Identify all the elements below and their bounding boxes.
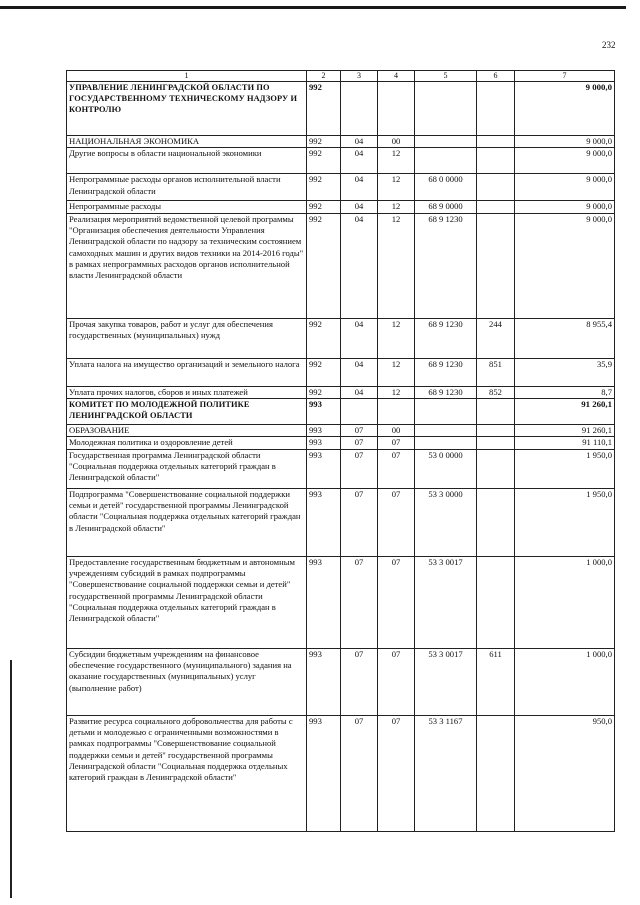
table-row	[67, 386, 615, 398]
header-cell: 5	[415, 71, 477, 82]
row-value-cell: 9 000,0	[515, 201, 615, 213]
row-value-cell	[477, 148, 515, 174]
row-name-cell: Реализация мероприятий ведомственной целевой программы "Организация обеспечения деятельности Управления Ленинградской области по надзору за техническим состоянием самоходных машин и других видов техники на 2014-2016 годы" в рамках непрограммных расходов органов исполнительной власти Ленинградской области	[67, 213, 307, 318]
header-cell: 4	[378, 71, 415, 82]
row-value-cell: 993	[307, 449, 341, 488]
row-name-cell: Уплата прочих налогов, сборов и иных платежей	[67, 386, 307, 398]
row-name-cell: Развитие ресурса социального добровольчества для работы с детьми и молодежью с ограниченными возможностями в рамках подпрограммы "Совершенствование социальной поддержки семьи и детей" государственной программы Ленинградской области "Социальная поддержка отдельных категорий граждан в Ленинградской области"	[67, 715, 307, 831]
row-name-cell: Предоставление государственным бюджетным и автономным учреждениям субсидий в рамках подпрограммы "Совершенствование социальной поддержки семьи и детей" государственной программы Ленинградской области "Социальная поддержка отдельных категорий граждан в Ленинградской области"	[67, 556, 307, 648]
row-value-cell: 9 000,0	[515, 82, 615, 136]
row-value-cell: 1 000,0	[515, 556, 615, 648]
row-name-cell: КОМИТЕТ ПО МОЛОДЕЖНОЙ ПОЛИТИКЕ ЛЕНИНГРАДСКОЙ ОБЛАСТИ	[67, 399, 307, 425]
row-name-cell: ОБРАЗОВАНИЕ	[67, 425, 307, 437]
row-value-cell: 992	[307, 201, 341, 213]
row-value-cell: 993	[307, 488, 341, 556]
row-value-cell: 07	[341, 715, 378, 831]
row-value-cell: 993	[307, 556, 341, 648]
row-value-cell: 993	[307, 399, 341, 425]
row-value-cell: 07	[378, 556, 415, 648]
row-value-cell	[415, 82, 477, 136]
row-value-cell	[477, 399, 515, 425]
header-cell: 2	[307, 71, 341, 82]
row-value-cell	[415, 148, 477, 174]
table-row	[67, 437, 615, 449]
margin-mark	[10, 660, 12, 898]
row-value-cell: 68 9 0000	[415, 201, 477, 213]
row-value-cell: 9 000,0	[515, 136, 615, 148]
header-cell: 1	[67, 71, 307, 82]
row-value-cell: 04	[341, 213, 378, 318]
row-value-cell	[477, 213, 515, 318]
row-value-cell	[477, 488, 515, 556]
row-value-cell: 07	[378, 648, 415, 715]
table-row	[67, 556, 615, 648]
table-row	[67, 399, 615, 425]
row-value-cell: 91 260,1	[515, 425, 615, 437]
row-name-cell: УПРАВЛЕНИЕ ЛЕНИНГРАДСКОЙ ОБЛАСТИ ПО ГОСУДАРСТВЕННОМУ ТЕХНИЧЕСКОМУ НАДЗОРУ И КОНТРОЛЮ	[67, 82, 307, 136]
row-value-cell: 07	[341, 556, 378, 648]
row-name-cell: НАЦИОНАЛЬНАЯ ЭКОНОМИКА	[67, 136, 307, 148]
row-value-cell: 852	[477, 386, 515, 398]
table-row	[67, 358, 615, 386]
row-value-cell: 8 955,4	[515, 318, 615, 358]
table-row	[67, 82, 615, 136]
top-border-line	[0, 6, 626, 9]
row-value-cell	[341, 82, 378, 136]
row-name-cell: Молодежная политика и оздоровление детей	[67, 437, 307, 449]
header-cell: 7	[515, 71, 615, 82]
row-value-cell: 9 000,0	[515, 148, 615, 174]
row-value-cell	[477, 425, 515, 437]
table-row	[67, 136, 615, 148]
row-value-cell: 35,9	[515, 358, 615, 386]
row-value-cell: 04	[341, 136, 378, 148]
row-value-cell: 992	[307, 358, 341, 386]
table-row	[67, 425, 615, 437]
row-value-cell: 07	[341, 648, 378, 715]
row-value-cell: 993	[307, 715, 341, 831]
row-value-cell: 993	[307, 648, 341, 715]
row-value-cell: 04	[341, 148, 378, 174]
row-value-cell	[477, 715, 515, 831]
row-value-cell: 68 9 1230	[415, 358, 477, 386]
row-value-cell	[477, 136, 515, 148]
row-value-cell	[477, 556, 515, 648]
budget-table	[66, 70, 615, 832]
row-value-cell	[415, 399, 477, 425]
table-row	[67, 488, 615, 556]
row-value-cell	[477, 174, 515, 201]
table-body	[67, 71, 615, 832]
table-row	[67, 648, 615, 715]
row-value-cell: 07	[378, 449, 415, 488]
row-value-cell	[477, 201, 515, 213]
row-value-cell: 992	[307, 82, 341, 136]
row-value-cell: 07	[341, 425, 378, 437]
table-row	[67, 318, 615, 358]
row-value-cell: 1 950,0	[515, 449, 615, 488]
row-value-cell	[477, 449, 515, 488]
table-row	[67, 715, 615, 831]
row-value-cell: 12	[378, 358, 415, 386]
row-name-cell: Уплата налога на имущество организаций и земельного налога	[67, 358, 307, 386]
row-value-cell: 992	[307, 386, 341, 398]
row-value-cell: 611	[477, 648, 515, 715]
row-value-cell: 91 260,1	[515, 399, 615, 425]
row-value-cell: 53 3 0000	[415, 488, 477, 556]
row-value-cell: 244	[477, 318, 515, 358]
row-name-cell: Государственная программа Ленинградской области "Социальная поддержка отдельных категорий граждан в Ленинградской области"	[67, 449, 307, 488]
row-value-cell: 851	[477, 358, 515, 386]
table-row	[67, 148, 615, 174]
row-value-cell: 04	[341, 201, 378, 213]
row-value-cell: 04	[341, 358, 378, 386]
table-row	[67, 449, 615, 488]
row-value-cell: 07	[341, 437, 378, 449]
row-value-cell	[415, 437, 477, 449]
row-value-cell: 00	[378, 136, 415, 148]
row-name-cell: Непрограммные расходы органов исполнительной власти Ленинградской области	[67, 174, 307, 201]
row-name-cell: Субсидии бюджетным учреждениям на финансовое обеспечение государственного (муниципального) задания на оказание государственных (муниципальных) услуг (выполнение работ)	[67, 648, 307, 715]
row-value-cell: 992	[307, 136, 341, 148]
row-value-cell: 993	[307, 437, 341, 449]
row-value-cell: 68 9 1230	[415, 318, 477, 358]
row-value-cell: 950,0	[515, 715, 615, 831]
row-value-cell: 53 3 0017	[415, 556, 477, 648]
row-value-cell: 07	[378, 715, 415, 831]
row-value-cell: 07	[341, 488, 378, 556]
row-value-cell: 992	[307, 148, 341, 174]
row-value-cell: 68 0 0000	[415, 174, 477, 201]
row-value-cell: 07	[341, 449, 378, 488]
row-value-cell: 992	[307, 318, 341, 358]
row-value-cell: 68 9 1230	[415, 386, 477, 398]
row-value-cell: 1 000,0	[515, 648, 615, 715]
row-value-cell: 992	[307, 213, 341, 318]
row-value-cell: 00	[378, 425, 415, 437]
row-value-cell: 9 000,0	[515, 174, 615, 201]
row-value-cell: 07	[378, 488, 415, 556]
table-row	[67, 201, 615, 213]
row-name-cell: Другие вопросы в области национальной экономики	[67, 148, 307, 174]
row-value-cell	[415, 425, 477, 437]
header-cell: 3	[341, 71, 378, 82]
row-value-cell	[415, 136, 477, 148]
row-value-cell: 68 9 1230	[415, 213, 477, 318]
row-value-cell: 91 110,1	[515, 437, 615, 449]
table-row	[67, 213, 615, 318]
row-value-cell: 12	[378, 174, 415, 201]
row-value-cell	[378, 399, 415, 425]
header-cell: 6	[477, 71, 515, 82]
row-value-cell: 8,7	[515, 386, 615, 398]
row-value-cell: 12	[378, 318, 415, 358]
row-name-cell: Подпрограмма "Совершенствование социальной поддержки семьи и детей" государственной программы Ленинградской области "Социальная поддержка отдельных категорий граждан в Ленинградской области"	[67, 488, 307, 556]
row-value-cell: 53 3 1167	[415, 715, 477, 831]
row-value-cell: 53 3 0017	[415, 648, 477, 715]
row-name-cell: Прочая закупка товаров, работ и услуг для обеспечения государственных (муниципальных) нужд	[67, 318, 307, 358]
row-value-cell: 12	[378, 386, 415, 398]
row-value-cell	[378, 82, 415, 136]
page-number: 232	[602, 40, 616, 50]
row-value-cell: 992	[307, 174, 341, 201]
row-value-cell: 04	[341, 174, 378, 201]
row-value-cell: 1 950,0	[515, 488, 615, 556]
row-value-cell: 12	[378, 213, 415, 318]
row-value-cell	[477, 437, 515, 449]
row-value-cell: 04	[341, 318, 378, 358]
header-row	[67, 71, 615, 82]
row-value-cell: 9 000,0	[515, 213, 615, 318]
row-value-cell: 12	[378, 201, 415, 213]
row-value-cell	[477, 82, 515, 136]
table-row	[67, 174, 615, 201]
row-value-cell: 993	[307, 425, 341, 437]
row-value-cell: 12	[378, 148, 415, 174]
row-value-cell: 07	[378, 437, 415, 449]
row-value-cell: 53 0 0000	[415, 449, 477, 488]
row-value-cell: 04	[341, 386, 378, 398]
row-name-cell: Непрограммные расходы	[67, 201, 307, 213]
row-value-cell	[341, 399, 378, 425]
